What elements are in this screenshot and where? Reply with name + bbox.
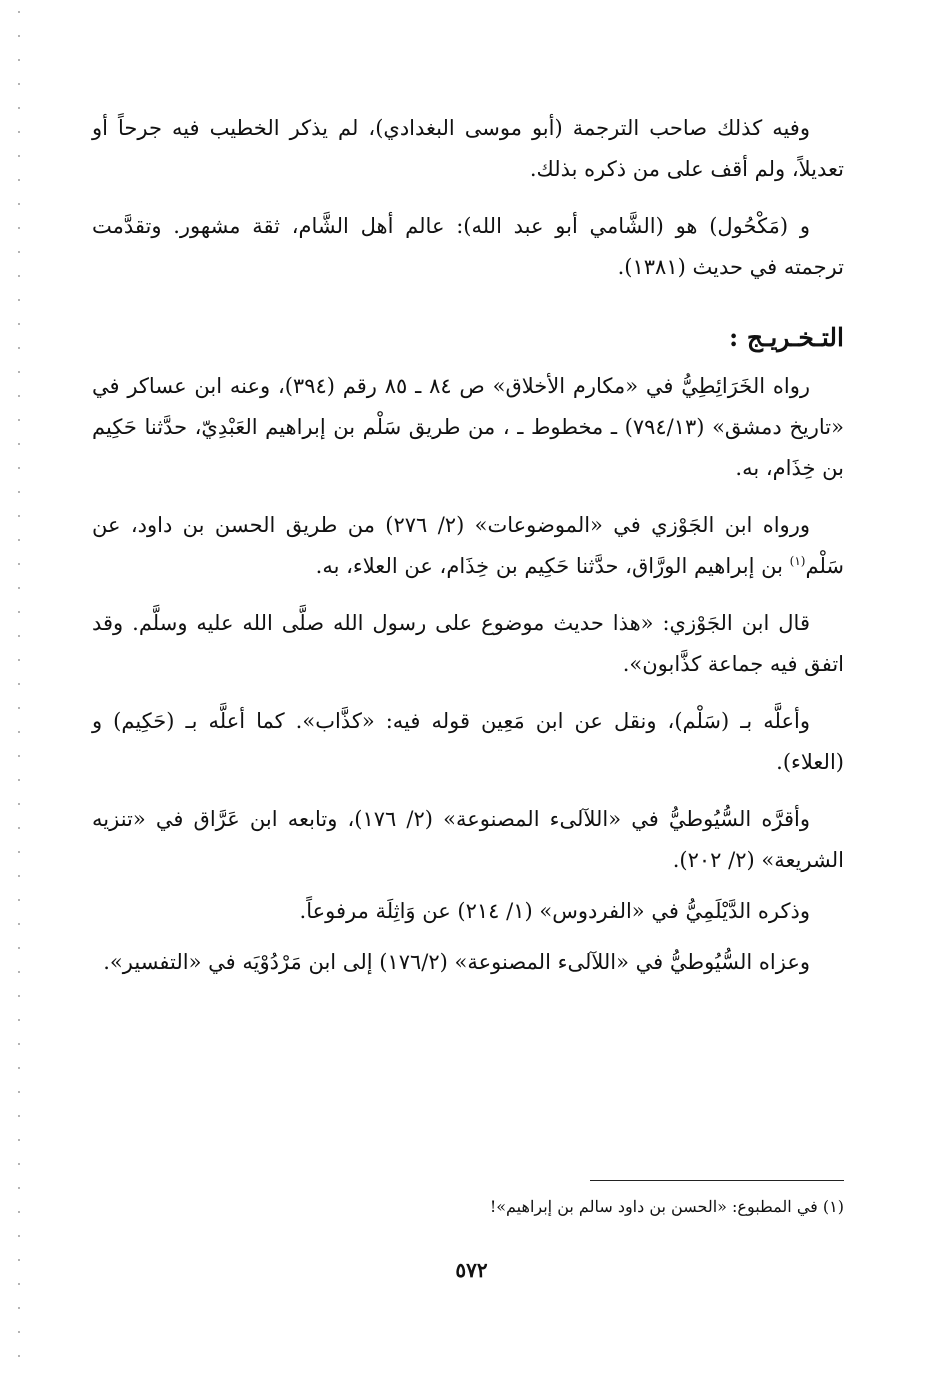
paragraph-ibn-jawzi-part1: ورواه ابن الجَوْزي في «الموضوعات» (٢/ ٢٧٦) من طريق الحسن بن داود، عن سَلْم [92, 513, 844, 578]
scan-edge-dots [18, 0, 20, 1375]
main-text [92, 108, 844, 999]
paragraph-ibn-jawzi-mawduat [92, 505, 844, 587]
paragraph-suyuti: وأقرَّه السُّيُوطيُّ في «اللآلىء المصنوعة» (٢/ ١٧٦)، وتابعه ابن عَرَّاق في «تنزيه الشريعة» (٢/ ٢٠٢). [92, 807, 844, 872]
paragraph-suyuti-ibn-mardawayh: وعزاه السُّيُوطيُّ في «اللآلىء المصنوعة» (١٧٦/٢) إلى ابن مَرْدُوْيَه في «التفسير». [103, 950, 810, 974]
footnote-separator [590, 1180, 844, 1181]
footnote-reference-mark[interactable]: (١) [789, 554, 806, 568]
paragraph-narrator-note: وفيه كذلك صاحب الترجمة (أبو موسى البغدادي)، لم يذكر الخطيب فيه جرحاً أو تعديلاً، ولم أقف على من ذكره بذلك. [92, 116, 844, 181]
section-title-takhrij: التـخـريـج : [728, 323, 844, 352]
paragraph-makhul: و (مَكْحُول) هو (الشَّامي أبو عبد الله): عالم أهل الشَّام، ثقة مشهور. وتقدَّمت ترجمته في حديث (١٣٨١). [92, 214, 844, 279]
paragraph-illah: وأعلَّه بـ (سَلْم)، ونقل عن ابن مَعِين قوله فيه: «كذَّاب». كما أعلَّه بـ (حَكِيم) و (العلاء). [92, 709, 844, 774]
page-number: ٥٧٢ [455, 1258, 488, 1282]
paragraph-ibn-jawzi-quote: قال ابن الجَوْزي: «هذا حديث موضوع على رسول الله صلَّى الله عليه وسلَّم. وقد اتفق فيه جماعة كذَّابون». [92, 611, 844, 676]
paragraph-kharaiti: رواه الخَرَائِطِيُّ في «مكارم الأخلاق» ص ٨٤ ـ ٨٥ رقم (٣٩٤)، وعنه ابن عساكر في «تاريخ دمشق» (٧٩٤/١٣) ـ مخطوط ـ ، من طريق سَلْم بن إبراهيم العَبْدِيّ، حدَّثنا حَكِيم بن خِذَام، به. [92, 374, 844, 480]
footnote-text: في المطبوع: «الحسن بن داود سالم بن إبراهيم»! [489, 1197, 823, 1216]
paragraph-daylami: وذكره الدَّيْلَمِيُّ في «الفردوس» (١/ ٢١٤) عن وَاثِلَة مرفوعاً. [299, 899, 810, 923]
paragraph-ibn-jawzi-part2: بن إبراهيم الورَّاق، حدَّثنا حَكِيم بن خِذَام، عن العلاء، به. [315, 554, 790, 578]
footnote-number: (١) [822, 1197, 844, 1216]
footnote [300, 1193, 844, 1221]
